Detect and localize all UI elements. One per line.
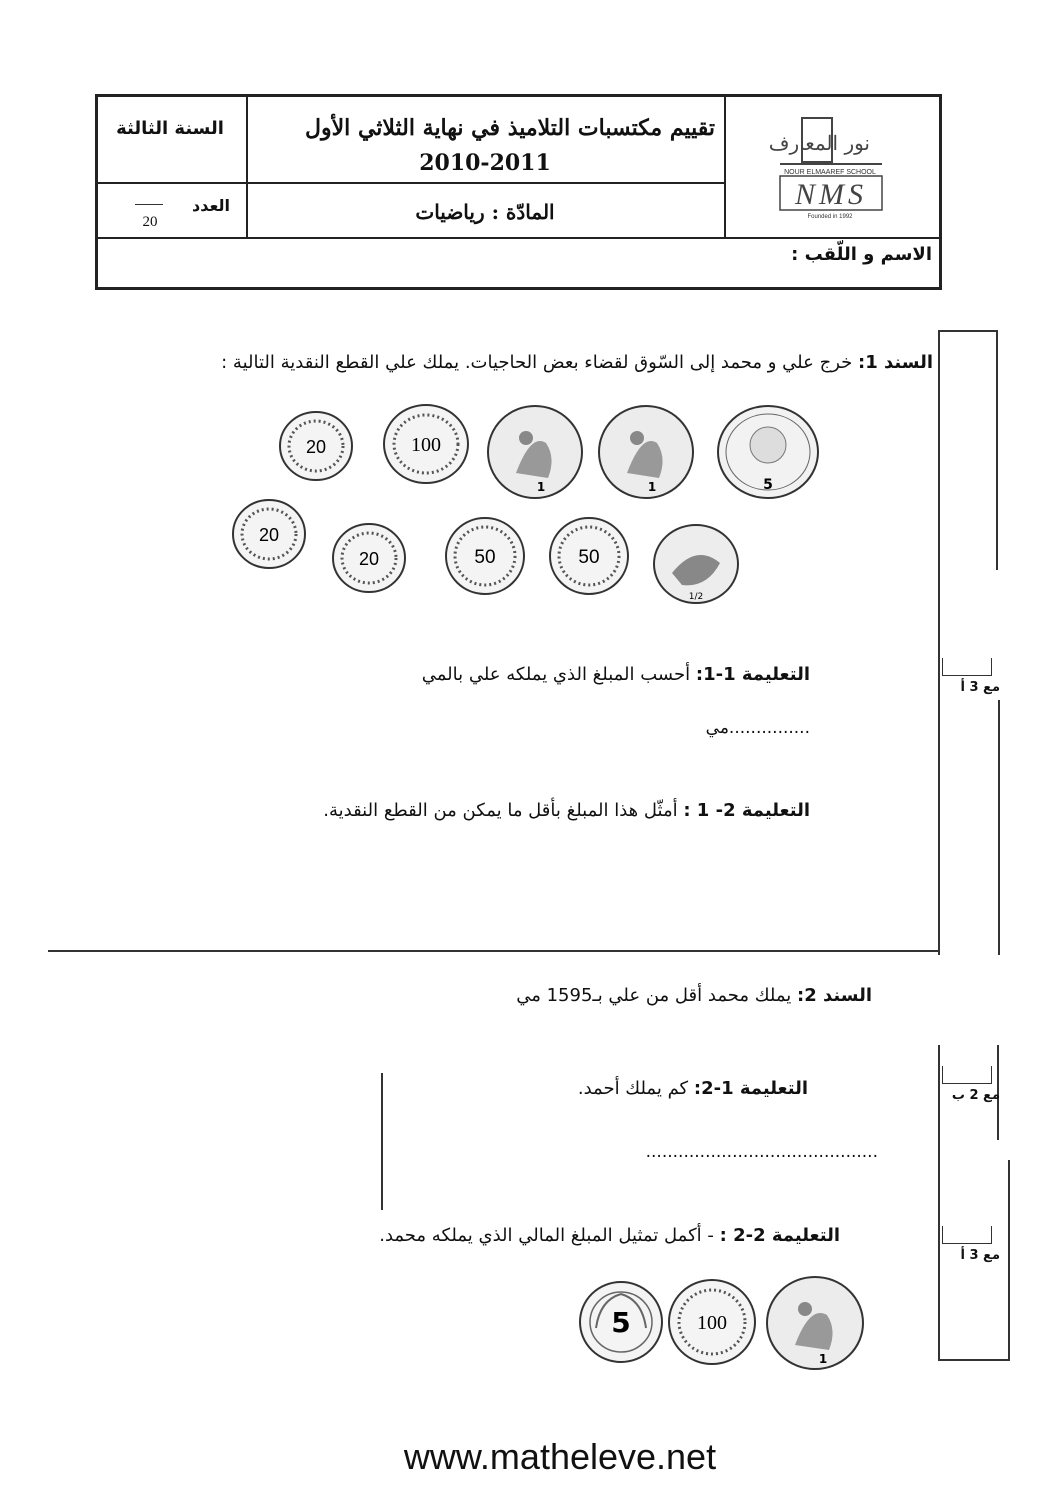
svg-text:1: 1	[647, 480, 657, 494]
coin-50-millimes	[444, 515, 526, 597]
header-divider	[97, 237, 940, 239]
svg-text:100: 100	[697, 1312, 727, 1334]
margin-line	[938, 330, 998, 332]
task-1-1-lead: التعليمة 1-1:	[695, 664, 810, 685]
name-field-label: الاسم و اللّقب :	[791, 244, 932, 265]
section-separator	[48, 950, 940, 952]
svg-text:1/2: 1/2	[688, 592, 704, 602]
coin-1-dinar	[486, 403, 584, 501]
score-tick-box	[942, 658, 992, 676]
svg-text:5: 5	[763, 477, 773, 493]
coin-5-millimes	[578, 1280, 664, 1364]
score-label: العدد	[192, 196, 230, 215]
task-2-2	[300, 1225, 840, 1246]
website-footer: www.matheleve.net	[403, 1436, 717, 1477]
margin-line	[938, 1220, 940, 1360]
section2-prompt	[400, 985, 872, 1006]
score-criterion-1: مع 3 أ	[960, 680, 1000, 695]
coin-1-dinar	[765, 1275, 865, 1371]
svg-text:1: 1	[536, 480, 546, 494]
header-divider	[97, 182, 724, 184]
score-total: 20	[142, 214, 158, 230]
task-1-1	[300, 664, 810, 685]
section2-text: يملك محمد أقل من علي بـ1595 مي	[516, 985, 792, 1006]
coin-50-millimes	[548, 515, 630, 597]
margin-line	[998, 700, 1000, 955]
task-2-2-text: - أكمل تمثيل المبلغ المالي الذي يملكه محمد.	[379, 1225, 714, 1246]
svg-text:100: 100	[411, 434, 441, 456]
task-1-1-text: أحسب المبلغ الذي يملكه علي بالمي	[421, 664, 691, 685]
margin-line	[938, 1359, 1010, 1361]
svg-text:NMS: NMS	[795, 178, 867, 211]
coin-100-millimes	[382, 403, 470, 485]
svg-text:5: 5	[611, 1306, 631, 1339]
svg-text:20: 20	[305, 437, 327, 457]
svg-text:NOUR ELMAAREF SCHOOL: NOUR ELMAAREF SCHOOL	[784, 169, 876, 176]
score-fraction-bar	[135, 204, 163, 205]
task-1-2-lead: التعليمة 2- 1 :	[683, 800, 810, 821]
margin-line	[1008, 1160, 1010, 1360]
subject-label: المادّة : رياضيات	[415, 200, 555, 224]
task-2-1-answer-line[interactable]: ...........................................	[645, 1142, 878, 1162]
task-1-1-answer-line[interactable]: ...............مي	[705, 718, 810, 738]
coin-20-millimes	[278, 410, 354, 482]
task-2-1-lead: التعليمة 1-2:	[693, 1078, 808, 1099]
task-2-2-lead: التعليمة 2-2 :	[719, 1225, 840, 1246]
coin-20-millimes	[231, 498, 307, 570]
svg-text:20: 20	[258, 525, 280, 545]
header-divider	[724, 97, 726, 238]
section1-text: خرج علي و محمد إلى السّوق لقضاء بعض الحاجيات. يملك علي القطع النقدية التالية :	[221, 352, 853, 373]
score-criterion-2: مع 2 ب	[951, 1088, 1000, 1103]
svg-text:1: 1	[818, 1352, 828, 1366]
margin-line	[996, 330, 998, 570]
score-tick-box	[942, 1226, 992, 1244]
task-2-1	[440, 1078, 808, 1099]
coin-half-dinar	[652, 523, 740, 605]
score-criterion-3: مع 3 أ	[960, 1248, 1000, 1263]
margin-line	[938, 1045, 940, 1220]
header-divider	[246, 97, 248, 238]
svg-text:20: 20	[358, 549, 380, 569]
section1-lead: السند 1:	[858, 352, 933, 373]
coin-100-millimes	[667, 1278, 757, 1366]
coin-1-dinar	[597, 403, 695, 501]
coin-5-dinar	[715, 403, 821, 501]
task-2-1-text: كم يملك أحمد.	[577, 1078, 689, 1099]
svg-text:نور المعارف: نور المعارف	[770, 131, 870, 155]
task-1-2-text: أمثّل هذا المبلغ بأقل ما يمكن من القطع النقدية.	[323, 800, 678, 821]
score-tick-box	[942, 1066, 992, 1084]
school-logo	[770, 112, 890, 222]
margin-line	[938, 330, 940, 955]
task-1-2	[200, 800, 810, 821]
grade-label: السنة الثالثة	[116, 118, 224, 139]
section2-lead: السند 2:	[797, 985, 872, 1006]
section1-prompt	[95, 340, 933, 386]
svg-text:50: 50	[578, 547, 600, 568]
svg-text:Founded in 1992: Founded in 1992	[807, 214, 853, 220]
answer-area-divider	[381, 1073, 383, 1210]
school-year: 2010-2011	[419, 150, 551, 176]
svg-text:50: 50	[474, 547, 496, 568]
coin-20-millimes	[331, 522, 407, 594]
exam-title: تقييم مكتسبات التلاميذ في نهاية الثلاثي الأول	[305, 115, 715, 141]
